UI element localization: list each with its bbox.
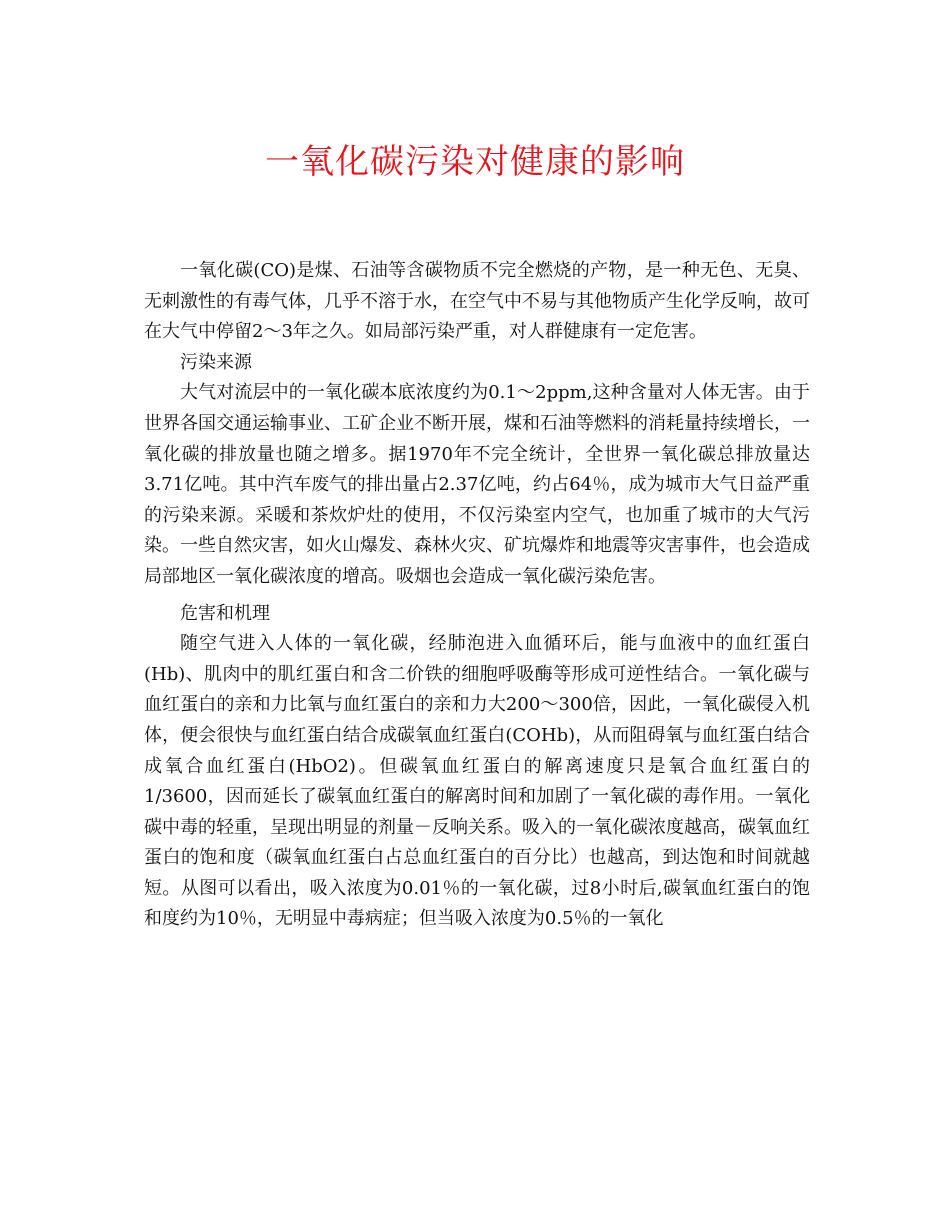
document-title: 一氧化碳污染对健康的影响	[265, 142, 685, 182]
section-heading-sources: 污染来源	[180, 351, 252, 373]
paragraph-intro: 一氧化碳(CO)是煤、石油等含碳物质不完全燃烧的产物，是一种无色、无臭、无刺激性的有毒气体，几乎不溶于水，在空气中不易与其他物质产生化学反响，故可在大气中停留2～3年之久。如局部污染严重，对人群健康有一定危害。	[144, 260, 810, 343]
paragraph-harm: 随空气进入人体的一氧化碳，经肺泡进入血循环后，能与血液中的血红蛋白(Hb)、肌肉中的肌红蛋白和含二价铁的细胞呼吸酶等形成可逆性结合。一氧化碳与血红蛋白的亲和力比氧与血红蛋白的亲和力大200～300倍，因此，一氧化碳侵入机体，便会很快与血红蛋白结合成碳氧血红蛋白(COHb)，从而阻碍氧与血红蛋白结合成氧合血红蛋白(HbO2)。但碳氧血红蛋白的解离速度只是氧合血红蛋白的1/3600，因而延长了碳氧血红蛋白的解离时间和加剧了一氧化碳的毒作用。一氧化碳中毒的轻重，呈现出明显的剂量－反响关系。吸入的一氧化碳浓度越高，碳氧血红蛋白的饱和度（碳氧血红蛋白占总血红蛋白的百分比）也越高，到达饱和时间就越短。从图可以看出，吸入浓度为0.01％的一氧化碳，过8小时后,碳氧血红蛋白的饱和度约为10％，无明显中毒病症；但当吸入浓度为0.5％的一氧化	[144, 633, 810, 930]
document-body	[144, 256, 810, 935]
paragraph-sources: 大气对流层中的一氧化碳本底浓度约为0.1～2ppm,这种含量对人体无害。由于世界各国交通运输事业、工矿企业不断开展，煤和石油等燃料的消耗量持续增长，一氧化碳的排放量也随之增多。据1970年不完全统计，全世界一氧化碳总排放量达3.71亿吨。其中汽车废气的排出量占2.37亿吨，约占64％，成为城市大气日益严重的污染来源。采暖和茶炊炉灶的使用，不仅污染室内空气，也加重了城市的大气污染。一些自然灾害，如火山爆发、森林火灾、矿坑爆炸和地震等灾害事件，也会造成局部地区一氧化碳浓度的增高。吸烟也会造成一氧化碳污染危害。	[144, 382, 810, 587]
section-heading-harm: 危害和机理	[180, 602, 270, 624]
